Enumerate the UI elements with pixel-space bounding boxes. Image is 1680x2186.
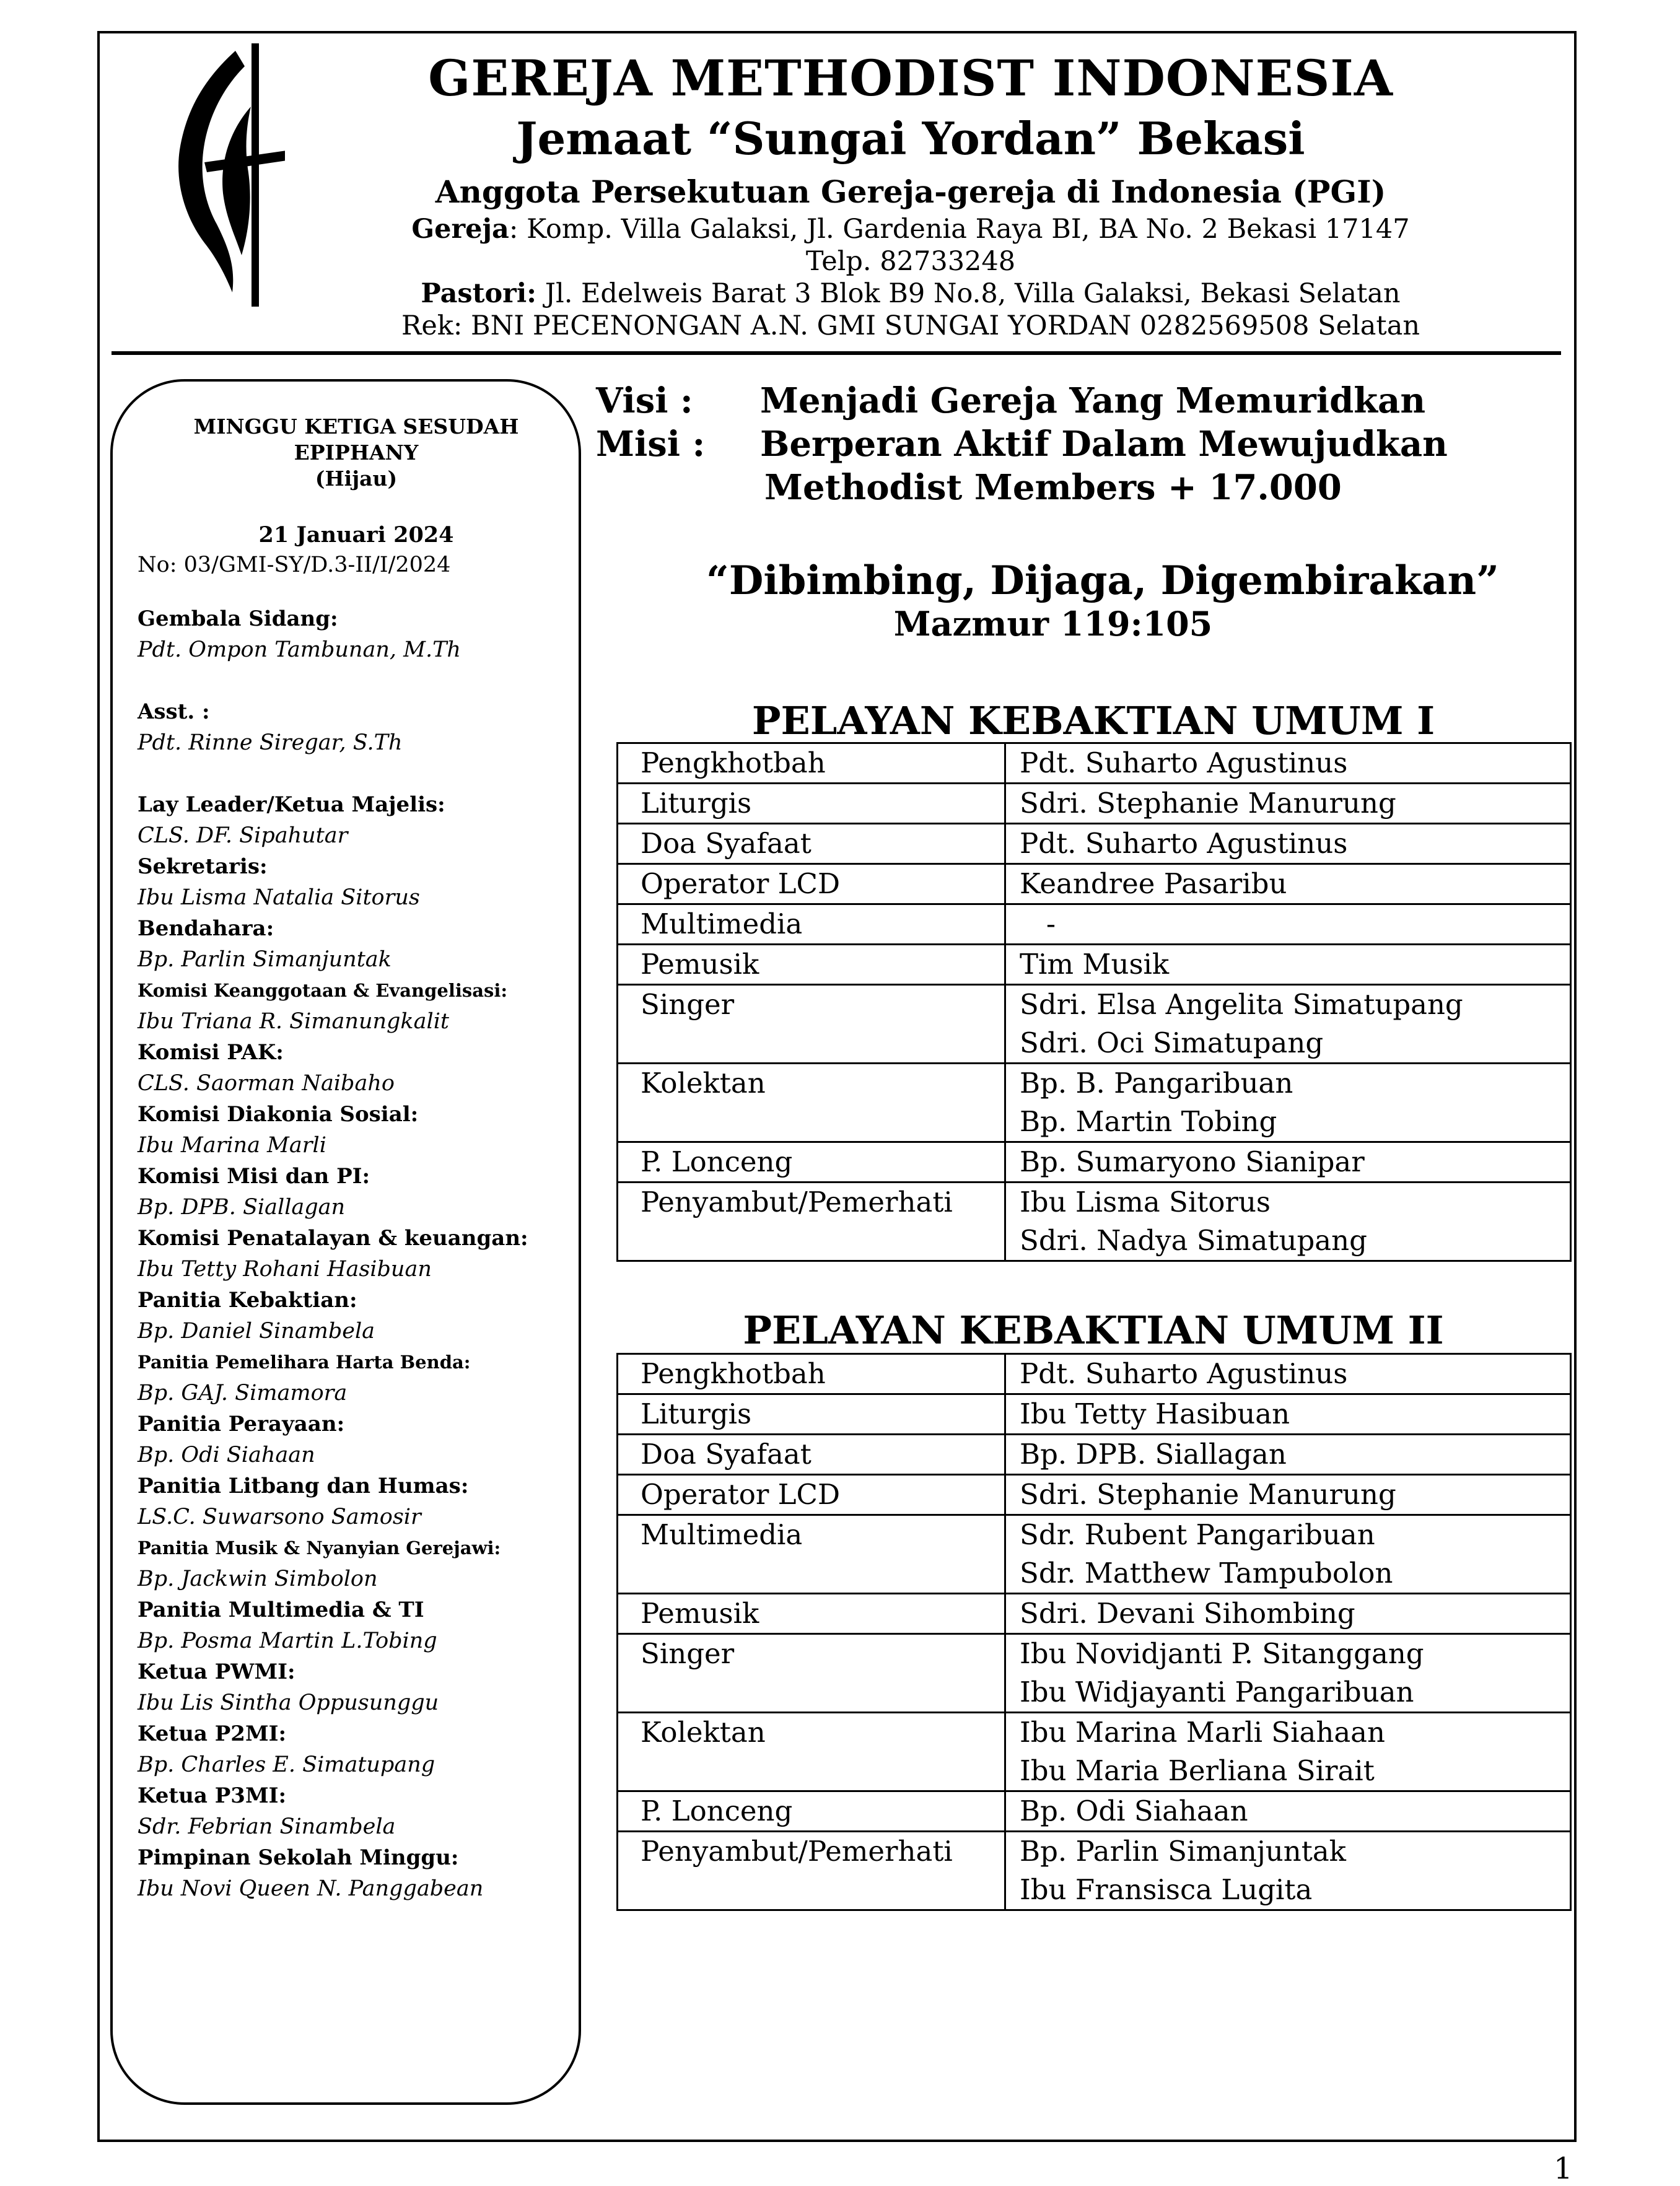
vision-mission <box>596 379 1448 509</box>
person-name: Keandree Pasaribu <box>1020 867 1287 900</box>
role-cell: Singer <box>618 1634 1005 1713</box>
table-row <box>618 1791 1571 1832</box>
staff-person: Bp. Daniel Sinambela <box>138 1319 375 1344</box>
staff-list <box>138 603 571 1904</box>
staff-person: Ibu Novi Queen N. Panggabean <box>138 1876 484 1901</box>
people-cell <box>1005 985 1571 1064</box>
staff-person: Ibu Tetty Rohani Hasibuan <box>138 1257 432 1282</box>
person-name: Sdr. Matthew Tampubolon <box>1020 1557 1393 1589</box>
role-cell: Kolektan <box>618 1713 1005 1791</box>
people-cell <box>1005 1832 1571 1910</box>
staff-person: Bp. Jackwin Simbolon <box>138 1567 378 1591</box>
staff-role: Komisi Keanggotaan & Evangelisasi: <box>138 980 508 1001</box>
service-2-title: PELAYAN KEBAKTIAN UMUM II <box>743 1308 1444 1353</box>
staff-role: Panitia Perayaan: <box>138 1412 345 1436</box>
staff-person: Sdr. Febrian Sinambela <box>138 1814 396 1839</box>
role-cell: Pemusik <box>618 945 1005 985</box>
people-cell <box>1005 1634 1571 1713</box>
page-number: 1 <box>1554 2151 1573 2186</box>
staff-role: Panitia Kebaktian: <box>138 1288 357 1313</box>
staff-role: Panitia Multimedia & TI <box>138 1598 424 1622</box>
role-cell: P. Lonceng <box>618 1142 1005 1183</box>
people-cell <box>1005 1394 1571 1435</box>
staff-person: Bp. Charles E. Simatupang <box>138 1752 435 1777</box>
person-name: Ibu Tetty Hasibuan <box>1020 1397 1290 1430</box>
staff-role: Lay Leader/Ketua Majelis: <box>138 792 445 817</box>
staff-person: Bp. GAJ. Simamora <box>138 1381 348 1406</box>
person-name: Ibu Widjayanti Pangaribuan <box>1020 1676 1414 1708</box>
table-row <box>618 1832 1571 1910</box>
people-cell <box>1005 1594 1571 1634</box>
staff-role: Ketua PWMI: <box>138 1659 295 1684</box>
person-name: Sdri. Oci Simatupang <box>1020 1026 1324 1059</box>
church-address-text: : Komp. Villa Galaksi, Jl. Gardenia Raya BI, BA No. 2 Bekasi 17147 <box>509 214 1410 245</box>
table-row <box>618 864 1571 904</box>
person-name: Ibu Fransisca Lugita <box>1020 1873 1313 1906</box>
people-cell <box>1005 743 1571 784</box>
person-name: Bp. Sumaryono Sianipar <box>1020 1145 1365 1178</box>
person-name: Sdri. Devani Sihombing <box>1020 1597 1355 1630</box>
table-row <box>618 1354 1571 1394</box>
week-line-1: MINGGU KETIGA SESUDAH <box>193 414 519 439</box>
misi-label: Misi : <box>596 424 706 465</box>
staff-person: Bp. DPB. Siallagan <box>138 1195 346 1220</box>
role-cell: Liturgis <box>618 784 1005 824</box>
staff-person: Pdt. Rinne Siregar, S.Th <box>138 730 403 755</box>
staff-role: Ketua P2MI: <box>138 1721 287 1746</box>
person-name: Ibu Lisma Sitorus <box>1020 1186 1271 1218</box>
staff-role: Komisi Misi dan PI: <box>138 1164 370 1189</box>
staff-person: Ibu Marina Marli <box>138 1133 326 1158</box>
role-cell: Pengkhotbah <box>618 743 1005 784</box>
person-name: Bp. Odi Siahaan <box>1020 1795 1248 1827</box>
staff-role: Sekretaris: <box>138 854 268 879</box>
person-name: Pdt. Suharto Agustinus <box>1020 1357 1348 1390</box>
staff-person: Bp. Odi Siahaan <box>138 1443 315 1467</box>
church-address <box>322 213 1499 245</box>
church-label: Gereja <box>411 214 509 245</box>
table-row <box>618 904 1571 945</box>
people-cell <box>1005 1515 1571 1594</box>
person-name: Bp. DPB. Siallagan <box>1020 1438 1287 1471</box>
table-row <box>618 1634 1571 1713</box>
person-name: Bp. Martin Tobing <box>1020 1105 1277 1138</box>
role-cell: Operator LCD <box>618 1475 1005 1515</box>
visi-label: Visi : <box>596 380 693 421</box>
role-cell: Multimedia <box>618 904 1005 945</box>
role-cell: P. Lonceng <box>618 1791 1005 1832</box>
role-cell: Kolektan <box>618 1064 1005 1142</box>
cross-and-flame-icon <box>142 38 285 311</box>
bank-account: Rek: BNI PECENONGAN A.N. GMI SUNGAI YORDAN 0282569508 Selatan <box>401 310 1420 341</box>
role-cell: Singer <box>618 985 1005 1064</box>
person-name: Pdt. Suharto Agustinus <box>1020 827 1348 860</box>
staff-role: Gembala Sidang: <box>138 606 338 631</box>
people-cell <box>1005 1183 1571 1261</box>
staff-role: Asst. : <box>138 699 210 724</box>
people-cell <box>1005 1713 1571 1791</box>
pastori-address <box>322 278 1499 310</box>
table-row <box>618 784 1571 824</box>
person-name: Ibu Marina Marli Siahaan <box>1020 1716 1385 1749</box>
letterhead <box>322 46 1499 342</box>
table-row <box>618 1475 1571 1515</box>
people-cell <box>1005 784 1571 824</box>
staff-person: Bp. Parlin Simanjuntak <box>138 947 392 972</box>
table-row <box>618 1713 1571 1791</box>
staff-person: LS.C. Suwarsono Samosir <box>138 1505 421 1529</box>
service-2-table <box>616 1353 1572 1911</box>
table-row <box>618 1394 1571 1435</box>
misi-text-1: Berperan Aktif Dalam Mewujudkan <box>760 424 1448 465</box>
bulletin-number: No: 03/GMI-SY/D.3-II/I/2024 <box>138 553 451 577</box>
header-divider <box>112 351 1561 355</box>
person-name: - <box>1020 907 1056 940</box>
table-row <box>618 1183 1571 1261</box>
staff-person: Ibu Lis Sintha Oppusunggu <box>138 1690 439 1715</box>
bible-verse: Mazmur 119:105 <box>893 604 1213 644</box>
week-line-2: EPIPHANY <box>294 440 419 465</box>
pastori-address-text: Jl. Edelweis Barat 3 Blok B9 No.8, Villa Galaksi, Bekasi Selatan <box>536 278 1401 309</box>
people-cell <box>1005 824 1571 864</box>
staff-role: Ketua P3MI: <box>138 1783 287 1808</box>
staff-person: Ibu Lisma Natalia Sitorus <box>138 885 420 910</box>
people-cell <box>1005 904 1571 945</box>
person-name: Ibu Novidjanti P. Sitanggang <box>1020 1637 1424 1670</box>
service-1-title: PELAYAN KEBAKTIAN UMUM I <box>751 698 1435 743</box>
person-name: Ibu Maria Berliana Sirait <box>1020 1754 1375 1787</box>
staff-person: Bp. Posma Martin L.Tobing <box>138 1629 437 1653</box>
staff-person: Ibu Triana R. Simanungkalit <box>138 1009 449 1034</box>
role-cell: Pemusik <box>618 1594 1005 1634</box>
role-cell: Pengkhotbah <box>618 1354 1005 1394</box>
staff-role: Komisi Penatalayan & keuangan: <box>138 1226 528 1251</box>
people-cell <box>1005 1142 1571 1183</box>
person-name: Sdri. Nadya Simatupang <box>1020 1224 1367 1257</box>
table-row <box>618 1594 1571 1634</box>
staff-person: CLS. Saorman Naibaho <box>138 1071 395 1096</box>
people-cell <box>1005 945 1571 985</box>
phone: Telp. 82733248 <box>805 246 1016 277</box>
person-name: Bp. B. Pangaribuan <box>1020 1067 1293 1100</box>
table-row <box>618 824 1571 864</box>
staff-role: Panitia Pemelihara Harta Benda: <box>138 1352 471 1373</box>
table-row <box>618 743 1571 784</box>
table-row <box>618 1435 1571 1475</box>
pgi-membership: Anggota Persekutuan Gereja-gereja di Indonesia (PGI) <box>435 173 1386 210</box>
person-name: Bp. Parlin Simanjuntak <box>1020 1835 1346 1868</box>
staff-role: Komisi Diakonia Sosial: <box>138 1102 419 1127</box>
church-title: GEREJA METHODIST INDONESIA <box>428 49 1393 107</box>
liturgical-color: (Hijau) <box>315 466 398 491</box>
staff-role: Panitia Litbang dan Humas: <box>138 1474 469 1498</box>
people-cell <box>1005 1354 1571 1394</box>
table-row <box>618 1064 1571 1142</box>
person-name: Sdri. Stephanie Manurung <box>1020 787 1396 820</box>
staff-person: CLS. DF. Sipahutar <box>138 823 348 848</box>
people-cell <box>1005 1475 1571 1515</box>
role-cell: Penyambut/Pemerhati <box>618 1183 1005 1261</box>
misi-text-2: Methodist Members + 17.000 <box>764 467 1342 508</box>
role-cell: Doa Syafaat <box>618 824 1005 864</box>
person-name: Sdri. Elsa Angelita Simatupang <box>1020 988 1463 1021</box>
staff-role: Pimpinan Sekolah Minggu: <box>138 1845 459 1870</box>
table-row <box>618 985 1571 1064</box>
staff-role: Komisi PAK: <box>138 1040 284 1065</box>
staff-role: Bendahara: <box>138 916 274 941</box>
table-row <box>618 945 1571 985</box>
theme: “Dibimbing, Dijaga, Digembirakan” <box>706 557 1499 604</box>
people-cell <box>1005 864 1571 904</box>
table-row <box>618 1142 1571 1183</box>
role-cell: Operator LCD <box>618 864 1005 904</box>
visi-text: Menjadi Gereja Yang Memuridkan <box>760 380 1426 421</box>
staff-person: Pdt. Ompon Tambunan, M.Th <box>138 637 461 662</box>
person-name: Pdt. Suharto Agustinus <box>1020 746 1348 779</box>
people-cell <box>1005 1064 1571 1142</box>
role-cell: Doa Syafaat <box>618 1435 1005 1475</box>
role-cell: Penyambut/Pemerhati <box>618 1832 1005 1910</box>
congregation-name: Jemaat “Sungai Yordan” Bekasi <box>516 112 1305 165</box>
liturgical-week <box>118 414 595 492</box>
role-cell: Liturgis <box>618 1394 1005 1435</box>
staff-role: Panitia Musik & Nyanyian Gerejawi: <box>138 1537 501 1559</box>
role-cell: Multimedia <box>618 1515 1005 1594</box>
table-row <box>618 1515 1571 1594</box>
people-cell <box>1005 1791 1571 1832</box>
bulletin-date: 21 Januari 2024 <box>258 522 454 548</box>
pastori-label: Pastori: <box>421 278 537 309</box>
person-name: Tim Musik <box>1020 948 1170 981</box>
service-1-table <box>616 742 1572 1262</box>
person-name: Sdri. Stephanie Manurung <box>1020 1478 1396 1511</box>
people-cell <box>1005 1435 1571 1475</box>
person-name: Sdr. Rubent Pangaribuan <box>1020 1518 1375 1551</box>
